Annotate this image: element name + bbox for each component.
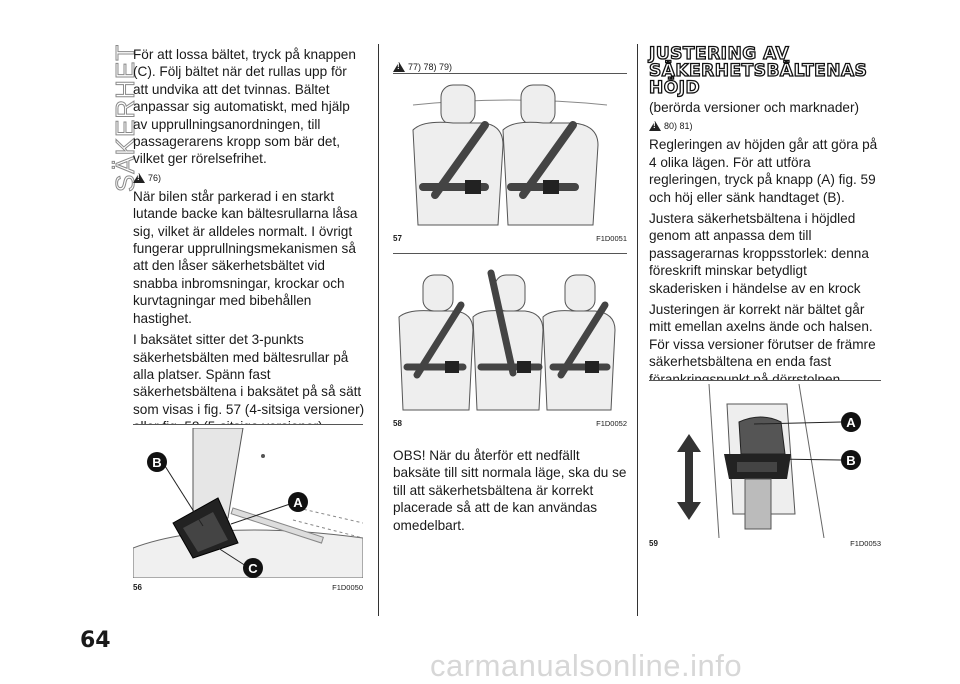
figure-59	[649, 380, 881, 548]
figure-number: 58	[393, 419, 402, 428]
paragraph: Justera säkerhetsbältena i höjdled genom att anpassa dem till passagerarnas kroppsstorlek: denna föreskrift minskar betydligt skaderisken i händelse av en krock	[649, 211, 869, 296]
figure-number: 56	[133, 583, 142, 592]
watermark: carmanualsonline.info	[430, 648, 743, 683]
paragraph: I baksätet sitter det 3-punkts säkerhetsbälten med bältesrullar på alla platser. Spänn fast säkerhetsbältena i baksätet på så sätt som visas i fig. 57 (4-sitsiga versioner)	[133, 332, 365, 417]
belt-height-adjuster-illustration	[649, 384, 881, 538]
label-a-icon	[288, 492, 308, 512]
svg-text:C: C	[248, 561, 258, 576]
svg-text:B: B	[152, 455, 162, 470]
figure-code: F1D0050	[332, 583, 363, 592]
paragraph: För att lossa bältet, tryck på knappen (C). Följ bältet när det rullas upp för att undvika att det tvinnas. Bältet anpassar sig automatiskt, med hjälp av upprullningsanordningen, till passagerarens kropp som bär det, vilket ger rörelsefrihet.	[133, 47, 356, 167]
seatbelt-buckle-illustration	[133, 428, 363, 578]
column-divider	[637, 44, 638, 616]
paragraph: OBS! När du återför ett nedfällt baksäte till sitt normala läge, ska du se till att säkerhetsbältena är korrekt placerade så att de kan användas omedelbart.	[393, 448, 627, 533]
paragraph: Regleringen av höjden går att göra på 4 olika lägen. För att utföra regleringen, tryck på knapp (A) fig. 59 och höj eller sänk handtaget (B).	[649, 137, 878, 205]
column-3	[649, 46, 881, 392]
figure-58	[393, 253, 627, 428]
section-heading: JUSTERING AV SÄKERHETSBÄLTENAS HÖJD	[649, 44, 868, 98]
subheading: (berörda versioner och marknader)	[649, 100, 860, 115]
svg-text:A: A	[293, 495, 303, 510]
warning-ref: ! 76)	[133, 172, 365, 184]
figure-code: F1D0051	[596, 234, 627, 243]
label-a-icon	[841, 412, 861, 432]
figure-56	[133, 424, 363, 592]
paragraph: När bilen står parkerad i en starkt lutande backe kan bältesrullarna låsa sig, vilket är alldeles normalt. I övrigt fungerar upprullningsmekanismen så att den låser säkerhetsbältet vid snabba inbromsningar, krockar och kurvtagningar med bibehållen hastighet.	[133, 188, 358, 326]
warning-icon	[133, 173, 145, 183]
figure-57	[393, 73, 627, 243]
page-number: 64	[80, 628, 111, 653]
warning-icon	[393, 62, 405, 72]
column-1	[133, 46, 365, 440]
figure-number: 57	[393, 234, 402, 243]
figure-number: 59	[649, 539, 658, 548]
label-b-icon	[147, 452, 167, 472]
label-c-icon	[243, 558, 263, 578]
warning-ref: ! 80) 81)	[649, 120, 881, 132]
warning-icon	[649, 121, 661, 131]
column-divider	[378, 44, 379, 616]
figure-code: F1D0053	[850, 539, 881, 548]
column-2-text	[393, 447, 627, 538]
svg-text:B: B	[846, 453, 856, 468]
svg-text:A: A	[846, 415, 856, 430]
section-side-title	[82, 43, 140, 192]
section-title-text: SÄKERHET	[110, 43, 140, 192]
rear-seat-5-seater-illustration	[393, 255, 627, 417]
paragraph: Justeringen är korrekt när bältet går mitt emellan axelns ände och halsen. För vissa versioner förutser de främre säkerhetsbältena en enda fast	[649, 302, 876, 370]
label-b-icon	[841, 450, 861, 470]
rear-seat-4-seater-illustration	[393, 75, 627, 233]
warning-ref: ! 77) 78) 79)	[393, 61, 627, 73]
figure-code: F1D0052	[596, 419, 627, 428]
